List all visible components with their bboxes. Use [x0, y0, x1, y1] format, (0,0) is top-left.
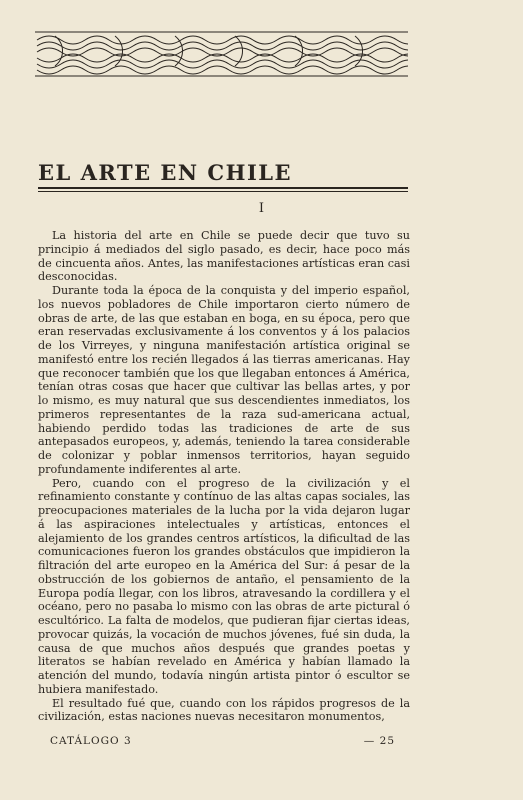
- article-body: [38, 229, 410, 724]
- page-number: — 25: [363, 735, 395, 747]
- title-underline-thin: [38, 191, 408, 192]
- page-title: EL ARTE EN CHILE: [38, 160, 293, 185]
- paragraph: Durante toda la época de la conquista y del imperio español, los nuevos pobladores de Chile importaron cierto número de obras de arte, de las que estaban en boga, en su época, pero que eran reservadas exclusivamente á los conventos y á los palacios de los Virreyes, y ninguna manifestación artística original se manifestó entre los recién llegados á las tierras americanas. Hay que reconocer también que los que llegaban entonces á América, tenían otras cosas que hacer que cultivar las bellas artes, y por lo mismo, es muy natural que sus descendientes inmediatos, los primeros representantes de la raza sud-americana actual, habiendo perdido todas las tradiciones de arte de sus antepasados europeos, y, además, teniendo la tarea considerable de colonizar y poblar inmensos territorios, hayan seguido profundamente indiferentes al arte.: [38, 284, 410, 476]
- section-number: I: [258, 201, 265, 216]
- title-underline: [38, 187, 408, 189]
- paragraph: La historia del arte en Chile se puede decir que tuvo su principio á mediados del siglo pasado, es decir, hace poco más de cincuenta años. Antes, las manifestaciones artísticas eran casi desconocidas.: [38, 229, 410, 284]
- paragraph: El resultado fué que, cuando con los rápidos progresos de la civilización, estas naciones nuevas necesitaron monumentos,: [38, 696, 410, 724]
- catalog-signature: CATÁLOGO 3: [50, 735, 132, 747]
- ornamental-wave-band-icon: [35, 30, 408, 78]
- paragraph: Pero, cuando con el progreso de la civilización y el refinamiento constante y contínuo de las altas capas sociales, las preocupaciones materiales de la lucha por la vida dejaron lugar á las aspiraciones intelectuales y artísticas, entonces el alejamiento de los grandes centros artísticos, la dificultad de las comunicaciones fueron los grandes obstáculos que impidieron la filtración del arte europeo en la América del Sur: á pesar de la obstrucción de los gobiernos de antaño, el pensamiento de la Europa podía llegar, con los libros, atravesando la cordillera y el océano, pero no pasaba lo mismo con las obras de arte pictural ó escultórico. La falta de modelos, que pudieran fijar ciertas ideas, provocar quizás, la vocación de muchos jóvenes, fué sin duda, la causa de que muchos años después que grandes poetas y literatos se habían revelado en América y habían llamado la atención del mundo, todavía ningún artista pintor ó escultor se hubiera manifestado.: [38, 476, 410, 696]
